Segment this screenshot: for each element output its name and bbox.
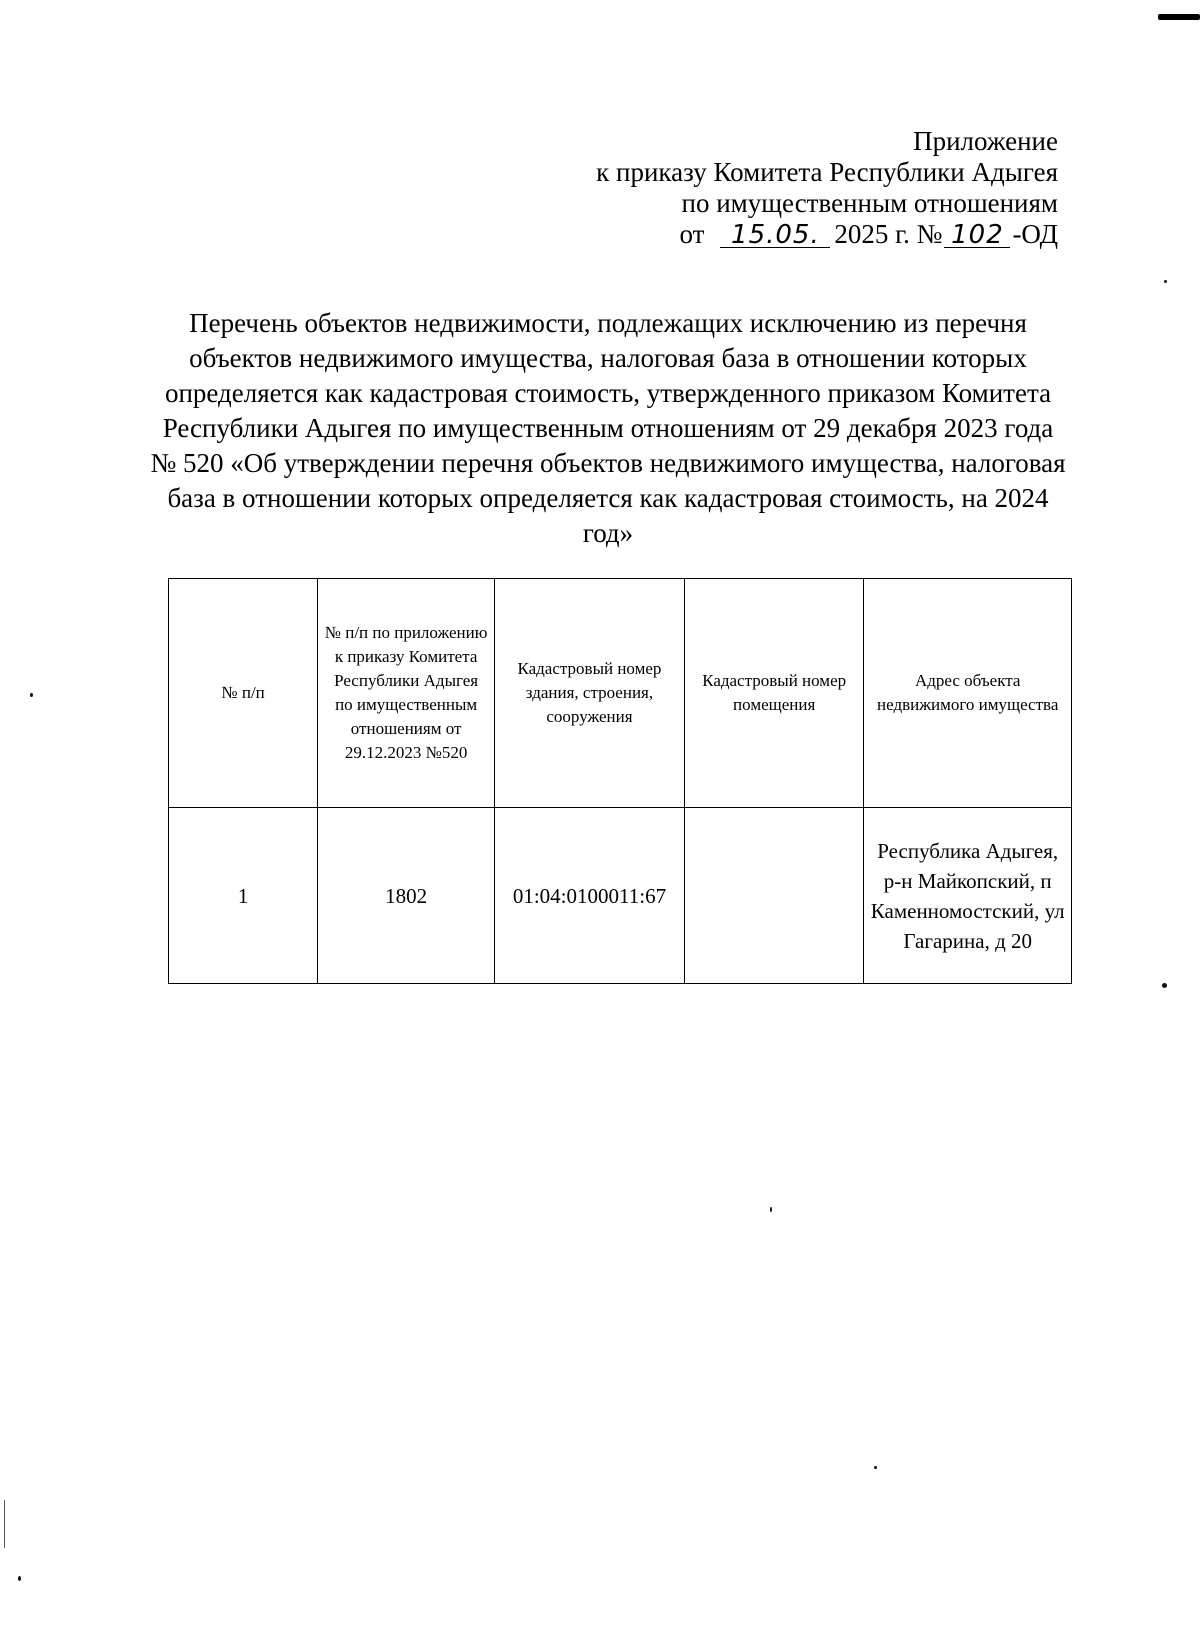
handwritten-date: 15.05.	[720, 223, 830, 248]
order-suffix: -ОД	[1012, 219, 1058, 249]
appendix-line-3: по имущественным отношениям	[681, 188, 1058, 218]
scan-edge-line	[4, 1500, 5, 1548]
appendix-line-4	[596, 219, 1058, 250]
cell-address: Республика Адыгея, р-н Майкопский, п Каменномостский, ул Гагарина, д 20	[864, 808, 1072, 984]
cell-building-cadastral-number: 01:04:0100011:67	[495, 808, 685, 984]
table-header-row	[169, 579, 1072, 808]
objects-table	[168, 578, 1072, 984]
header-address: Адрес объекта недвижимого имущества	[864, 579, 1072, 808]
scan-speck	[770, 1207, 772, 1212]
scan-speck	[1162, 983, 1167, 988]
header-premises-cadastral-number: Кадастровый номер помещения	[684, 579, 864, 808]
header-appendix-number: № п/п по приложению к приказу Комитета Республики Адыгея по имущественным отношениям от 29.12.2023 №520	[318, 579, 495, 808]
appendix-header	[596, 126, 1058, 250]
cell-appendix-number: 1802	[318, 808, 495, 984]
scan-corner-mark	[1158, 14, 1200, 20]
appendix-line-1: Приложение	[913, 126, 1058, 156]
scan-speck	[874, 1466, 877, 1469]
handwritten-number: 102	[944, 223, 1010, 248]
scan-speck	[30, 693, 33, 697]
header-row-number: № п/п	[169, 579, 318, 808]
cell-row-number: 1	[169, 808, 318, 984]
document-title: Перечень объектов недвижимости, подлежащих исключению из перечня объектов недвижимого имущества, налоговая база в отношении которых определяется как кадастровая стоимость, утвержденного приказом Комитета Республики Адыгея по имущественным отношениям от 29 декабря 2023 года № 520 «Об утверждении перечня объектов недвижимого имущества, налоговая база в отношении которых определяется как кадастровая стоимость, на 2024 год»	[150, 308, 1066, 548]
table-row	[169, 808, 1072, 984]
header-building-cadastral-number: Кадастровый номер здания, строения, сооружения	[495, 579, 685, 808]
scan-speck	[1164, 280, 1167, 283]
cell-premises-cadastral-number	[684, 808, 864, 984]
year-text: 2025 г. №	[834, 219, 943, 249]
appendix-line-2: к приказу Комитета Республики Адыгея	[596, 157, 1058, 187]
scan-speck	[18, 1576, 21, 1581]
date-prefix: от	[679, 219, 705, 249]
